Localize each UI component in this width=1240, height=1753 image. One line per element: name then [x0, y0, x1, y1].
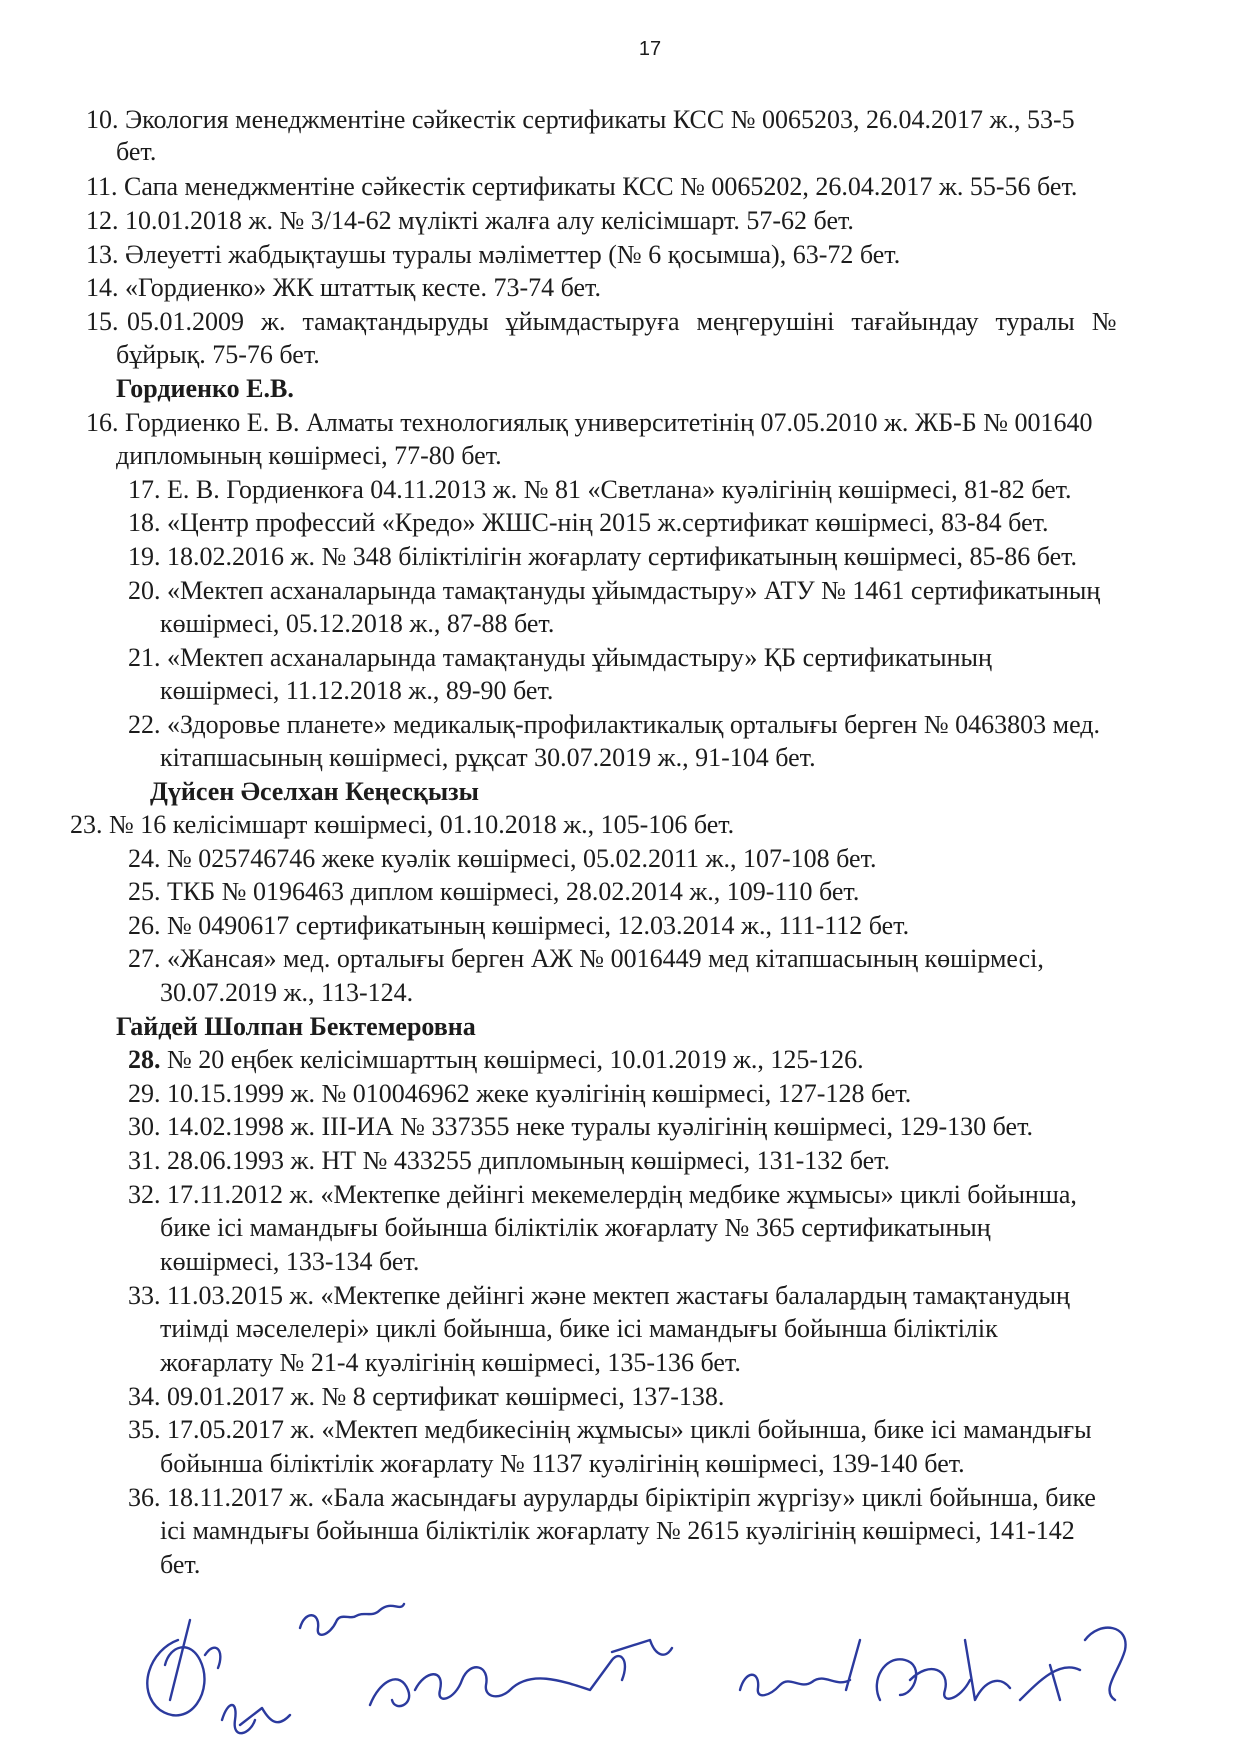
item-text: «Центр профессий «Кредо» ЖШС-нің 2015 ж.сертификат көшірмесі, 83-84 бет. [167, 508, 1049, 537]
item-continuation: дипломының көшірмесі, 77-80 бет. [116, 441, 502, 470]
page-number: 17 [638, 38, 662, 60]
item-text: «Жансая» мед. орталығы берген АЖ № 0016449 мед кітапшасының көшірмесі, [167, 944, 1044, 973]
item-number: 24. [128, 844, 161, 873]
item-continuation: 30.07.2019 ж., 113-124. [160, 978, 414, 1007]
item-continuation: бике ісі мамандығы бойынша біліктілік жоғарлату № 365 сертификатының [160, 1213, 991, 1242]
section-heading-duisen: Дүйсен Әселхан Кеңесқызы [150, 777, 479, 806]
signature-4 [370, 1640, 672, 1706]
section-heading-gordienko: Гордиенко Е.В. [116, 374, 294, 403]
item-text: 18.11.2017 ж. «Бала жасындағы ауруларды біріктіріп жүргізу» циклі бойынша, бике [167, 1483, 1096, 1512]
item-text: 05.01.2009 ж. тамақтандыруды ұйымдастыруға меңгерушіні тағайындау туралы № [127, 307, 1117, 336]
item-text: 28.06.1993 ж. НТ № 433255 дипломының көшірмесі, 131-132 бет. [167, 1146, 891, 1175]
item-text: № 20 еңбек келісімшарттың көшірмесі, 10.01.2019 ж., 125-126. [167, 1045, 864, 1074]
item-number: 28. [128, 1045, 161, 1074]
item-number: 20. [128, 576, 161, 605]
signature-3 [300, 1604, 404, 1635]
item-number: 26. [128, 911, 161, 940]
item-number: 16. [86, 408, 119, 437]
item-text: 18.02.2016 ж. № 348 біліктілігін жоғарлату сертификатының көшірмесі, 85-86 бет. [167, 542, 1078, 571]
item-text: Е. В. Гордиенкоға 04.11.2013 ж. № 81 «Светлана» куәлігінің көшірмесі, 81-82 бет. [167, 475, 1072, 504]
item-text: № 16 келісімшарт көшірмесі, 01.10.2018 ж., 105-106 бет. [109, 810, 735, 839]
item-continuation: кітапшасының көшірмесі, рұқсат 30.07.2019 ж., 91-104 бет. [160, 743, 816, 772]
item-text: Экология менеджментіне сәйкестік сертификаты КСС № 0065203, 26.04.2017 ж., 53-5 [125, 105, 1075, 134]
item-text: Әлеуетті жабдықтаушы туралы мәліметтер (№ 6 қосымша), 63-72 бет. [125, 240, 901, 269]
item-text: 17.05.2017 ж. «Мектеп медбикесінің жұмысы» циклі бойынша, бике ісі мамандығы [167, 1415, 1092, 1444]
item-number: 25. [128, 877, 161, 906]
signature-2 [222, 1705, 290, 1733]
item-number: 30. [128, 1112, 161, 1141]
item-continuation: жоғарлату № 21-4 куәлігінің көшірмесі, 135-136 бет. [160, 1348, 741, 1377]
item-number: 14. [86, 273, 119, 302]
item-continuation: бұйрық. 75-76 бет. [116, 340, 320, 369]
item-text: «Здоровье планете» медикалық-профилактикалық орталығы берген № 0463803 мед. [167, 710, 1101, 739]
signature-7 [1020, 1628, 1126, 1700]
item-text: Гордиенко Е. В. Алматы технологиялық университетінің 07.05.2010 ж. ЖБ-Б № 001640 [125, 408, 1093, 437]
item-number: 27. [128, 944, 161, 973]
item-continuation: ісі мамндығы бойынша біліктілік жоғарлату № 2615 куәлігінің көшірмесі, 141-142 [160, 1516, 1075, 1545]
item-number: 23. [70, 810, 103, 839]
item-text: 10.01.2018 ж. № 3/14-62 мүлікті жалға алу келісімшарт. 57-62 бет. [125, 206, 854, 235]
item-text: № 0490617 сертификатының көшірмесі, 12.03.2014 ж., 111-112 бет. [167, 911, 910, 940]
item-continuation: бойынша біліктілік жоғарлату № 1137 куәлігінің көшірмесі, 139-140 бет. [160, 1449, 965, 1478]
item-number: 22. [128, 710, 161, 739]
section-heading-gaidei: Гайдей Шолпан Бектемеровна [116, 1012, 476, 1041]
item-number: 11. [86, 172, 118, 201]
item-number: 12. [86, 206, 119, 235]
item-number: 15. [86, 307, 119, 336]
item-number: 33. [128, 1281, 161, 1310]
item-text: 09.01.2017 ж. № 8 сертификат көшірмесі, 137-138. [167, 1382, 725, 1411]
item-number: 19. [128, 542, 161, 571]
item-text: Сапа менеджментіне сәйкестік сертификаты КСС № 0065202, 26.04.2017 ж. 55-56 бет. [124, 172, 1078, 201]
item-continuation: бет. [160, 1550, 201, 1579]
item-number: 35. [128, 1415, 161, 1444]
signature-6 [877, 1640, 1010, 1700]
item-number: 21. [128, 643, 161, 672]
item-number: 31. [128, 1146, 161, 1175]
item-text: «Мектеп асханаларында тамақтануды ұйымдастыру» ҚБ сертификатының [167, 643, 992, 672]
item-number: 18. [128, 508, 161, 537]
item-continuation: көшірмесі, 05.12.2018 ж., 87-88 бет. [160, 609, 555, 638]
item-continuation: тиімді мәселелері» циклі бойынша, бике ісі мамандығы бойынша біліктілік [160, 1314, 998, 1343]
item-number: 36. [128, 1483, 161, 1512]
item-text: «Мектеп асханаларында тамақтануды ұйымдастыру» АТУ № 1461 сертификатының [167, 576, 1101, 605]
item-number: 29. [128, 1079, 161, 1108]
item-text: № 025746746 жеке куәлік көшірмесі, 05.02.2011 ж., 107-108 бет. [167, 844, 877, 873]
item-text: 10.15.1999 ж. № 010046962 жеке куәлігінің көшірмесі, 127-128 бет. [167, 1079, 912, 1108]
item-continuation: бет. [116, 137, 157, 166]
item-number: 32. [128, 1180, 161, 1209]
item-continuation: көшірмесі, 133-134 бет. [160, 1247, 420, 1276]
item-number: 10. [86, 105, 119, 134]
item-number: 17. [128, 475, 161, 504]
item-text: 11.03.2015 ж. «Мектепке дейінгі және мектеп жастағы балалардың тамақтанудың [167, 1281, 1070, 1310]
item-number: 13. [86, 240, 119, 269]
signature-5 [740, 1640, 860, 1695]
item-text: «Гордиенко» ЖК штаттық кесте. 73-74 бет. [125, 273, 601, 302]
item-text: ТКБ № 0196463 диплом көшірмесі, 28.02.2014 ж., 109-110 бет. [167, 877, 860, 906]
item-text: 17.11.2012 ж. «Мектепке дейінгі мекемелердің медбике жұмысы» циклі бойынша, [167, 1180, 1077, 1209]
item-text: 14.02.1998 ж. ІІІ-ИА № 337355 неке туралы куәлігінің көшірмесі, 129-130 бет. [167, 1112, 1033, 1141]
signature-1 [147, 1620, 220, 1715]
item-continuation: көшірмесі, 11.12.2018 ж., 89-90 бет. [160, 676, 554, 705]
item-number: 34. [128, 1382, 161, 1411]
